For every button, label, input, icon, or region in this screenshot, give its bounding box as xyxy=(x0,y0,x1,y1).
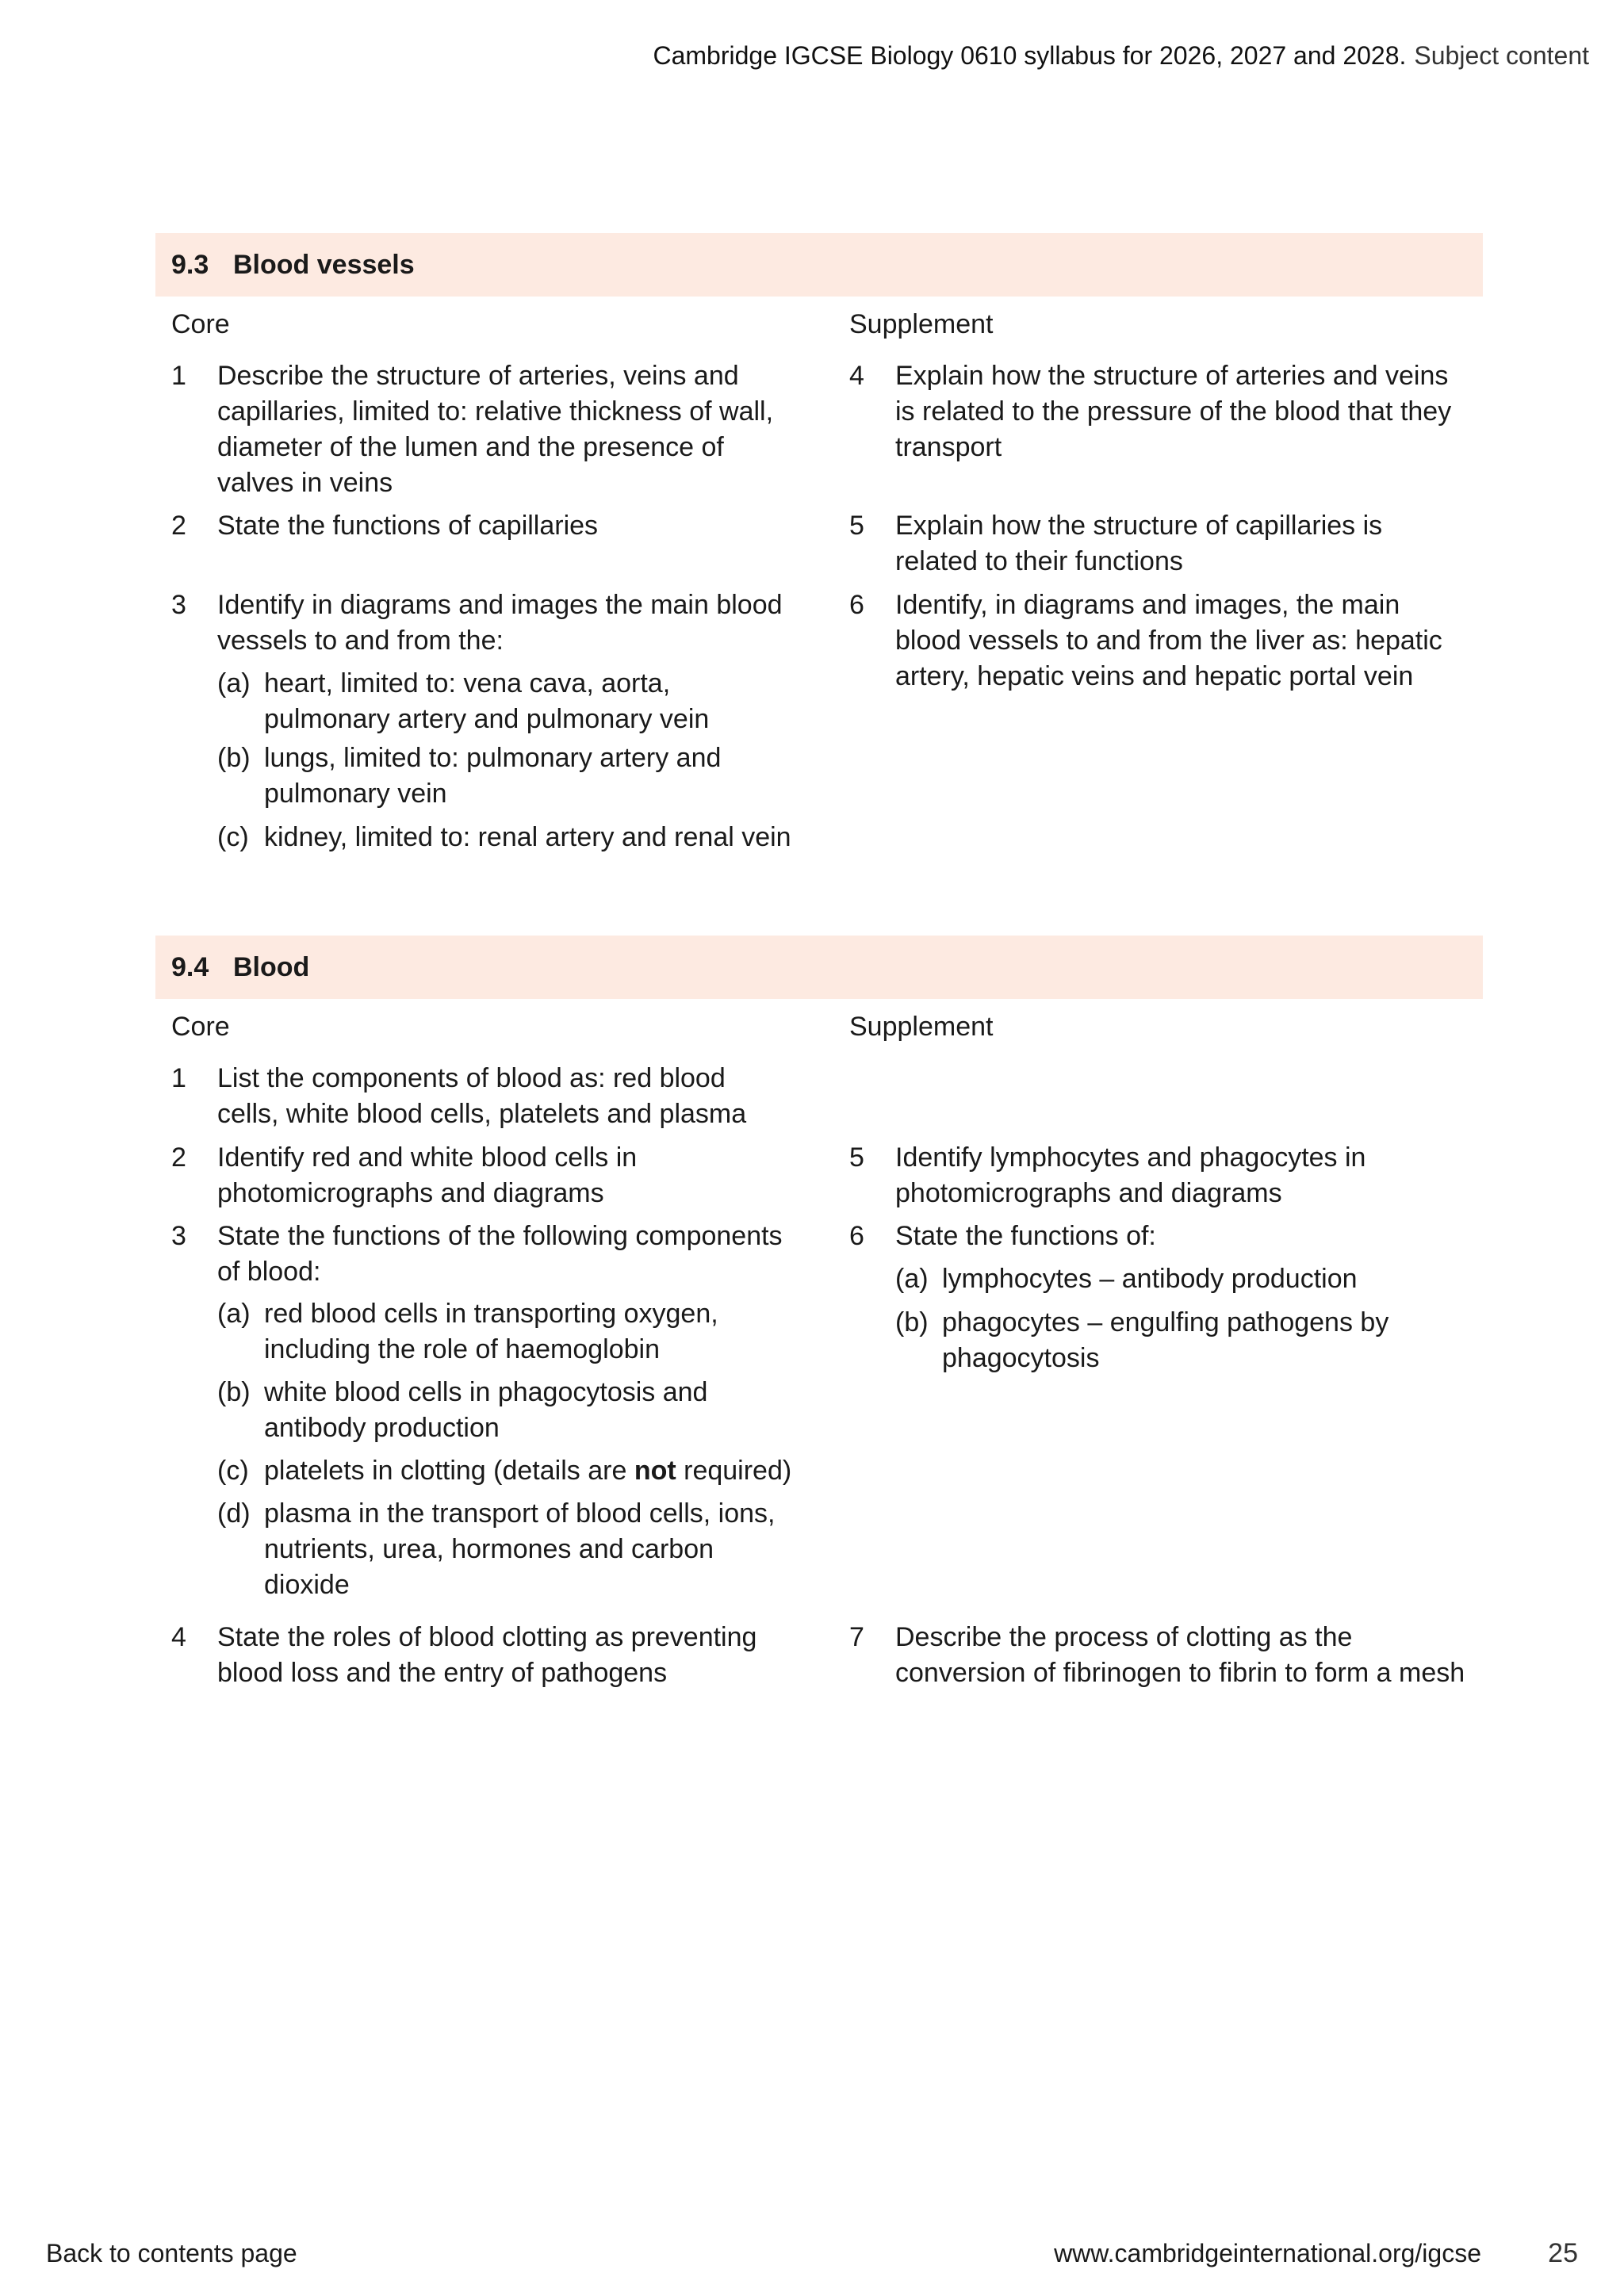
item-number: 3 xyxy=(171,1221,186,1251)
item-number: 7 xyxy=(849,1622,864,1652)
item-number: 4 xyxy=(171,1622,186,1652)
item-text-line: cells, white blood cells, platelets and plasma xyxy=(217,1099,747,1129)
item-number: 6 xyxy=(849,590,864,620)
item-text-line: State the functions of the following components xyxy=(217,1221,783,1251)
item-text-line: blood loss and the entry of pathogens xyxy=(217,1658,668,1688)
document-title: Cambridge IGCSE Biology 0610 syllabus for 2026, 2027 and 2028. xyxy=(653,41,1407,70)
subitem-text-line: antibody production xyxy=(264,1413,500,1443)
item-text-line: Explain how the structure of arteries and veins xyxy=(895,361,1449,391)
subitem-text-line: dioxide xyxy=(264,1570,350,1600)
section-title: Blood vessels xyxy=(233,249,415,280)
item-text-line: Identify lymphocytes and phagocytes in xyxy=(895,1142,1366,1173)
item-text-line: Describe the structure of arteries, veins and xyxy=(217,361,739,391)
item-text-line: blood vessels to and from the liver as: hepatic xyxy=(895,626,1442,656)
subitem-label: (c) xyxy=(217,1456,249,1486)
subitem-text-line: heart, limited to: vena cava, aorta, xyxy=(264,668,671,698)
item-number: 5 xyxy=(849,1142,864,1173)
subitem-text-line: white blood cells in phagocytosis and xyxy=(264,1377,708,1407)
item-text-line: capillaries, limited to: relative thickness of wall, xyxy=(217,396,774,427)
subitem-label: (b) xyxy=(217,743,251,773)
item-number: 4 xyxy=(849,361,864,391)
item-text-line: Identify, in diagrams and images, the main xyxy=(895,590,1400,620)
item-text-line: List the components of blood as: red blood xyxy=(217,1063,726,1093)
item-text-line: conversion of fibrinogen to fibrin to form a mesh xyxy=(895,1658,1465,1688)
subitem-label: (a) xyxy=(895,1264,929,1294)
emphasis-text: not xyxy=(634,1456,676,1486)
subitem-label: (b) xyxy=(895,1307,929,1337)
subitem-text-line: including the role of haemoglobin xyxy=(264,1334,661,1364)
item-text-line: State the functions of: xyxy=(895,1221,1156,1251)
item-text-line: photomicrographs and diagrams xyxy=(217,1178,604,1208)
item-text-line: Explain how the structure of capillaries is xyxy=(895,511,1383,541)
supplement-label: Supplement xyxy=(849,1012,994,1042)
item-text-line: State the roles of blood clotting as preventing xyxy=(217,1622,757,1652)
subitem-text-line: pulmonary artery and pulmonary vein xyxy=(264,704,710,734)
item-number: 3 xyxy=(171,590,186,620)
item-text-line: diameter of the lumen and the presence of xyxy=(217,432,724,462)
section-number: 9.3 xyxy=(171,249,209,280)
subitem-label: (a) xyxy=(217,1299,251,1329)
item-text-line: photomicrographs and diagrams xyxy=(895,1178,1282,1208)
subitem-label: (b) xyxy=(217,1377,251,1407)
supplement-label: Supplement xyxy=(849,309,994,339)
item-number: 2 xyxy=(171,1142,186,1173)
subitem-text-line: pulmonary vein xyxy=(264,779,447,809)
item-text-line: valves in veins xyxy=(217,468,393,498)
section-number: 9.4 xyxy=(171,951,209,982)
item-text-line: Describe the process of clotting as the xyxy=(895,1622,1353,1652)
subitem-text-line: kidney, limited to: renal artery and renal vein xyxy=(264,822,791,852)
core-label: Core xyxy=(171,309,230,339)
subitem-text-line: nutrients, urea, hormones and carbon xyxy=(264,1534,714,1564)
website-link[interactable]: www.cambridgeinternational.org/igcse xyxy=(1054,2239,1481,2267)
item-number: 5 xyxy=(849,511,864,541)
subitem-label: (a) xyxy=(217,668,251,698)
subitem-text-line: lymphocytes – antibody production xyxy=(942,1264,1358,1294)
running-header xyxy=(653,40,1589,71)
subitem-label: (d) xyxy=(217,1498,251,1529)
section-heading xyxy=(155,233,1483,297)
subitem-text-line: phagocytes – engulfing pathogens by xyxy=(942,1307,1389,1337)
core-label: Core xyxy=(171,1012,230,1042)
section-heading xyxy=(155,936,1483,999)
section-blood-vessels xyxy=(155,233,1483,883)
item-number: 1 xyxy=(171,1063,186,1093)
item-text-line: State the functions of capillaries xyxy=(217,511,599,541)
item-number: 2 xyxy=(171,511,186,541)
subitem-text: platelets in clotting (details are xyxy=(264,1456,634,1486)
section-blood xyxy=(155,936,1483,1712)
item-text-line: is related to the pressure of the blood that they xyxy=(895,396,1452,427)
subitem-label: (c) xyxy=(217,822,249,852)
subitem-text: required) xyxy=(676,1456,792,1486)
item-number: 1 xyxy=(171,361,186,391)
subitem-text-line: plasma in the transport of blood cells, ions, xyxy=(264,1498,776,1529)
item-text-line: transport xyxy=(895,432,1002,462)
subitem-text-line: phagocytosis xyxy=(942,1343,1100,1373)
item-text-line: related to their functions xyxy=(895,546,1183,576)
item-text-line: vessels to and from the: xyxy=(217,626,504,656)
item-text-line: artery, hepatic veins and hepatic portal vein xyxy=(895,661,1414,691)
item-text-line: of blood: xyxy=(217,1257,321,1287)
item-text-line: Identify in diagrams and images the main blood xyxy=(217,590,783,620)
item-number: 6 xyxy=(849,1221,864,1251)
subitem-text-line: lungs, limited to: pulmonary artery and xyxy=(264,743,722,773)
section-title: Blood xyxy=(233,951,310,982)
back-to-contents-link[interactable]: Back to contents page xyxy=(46,2239,297,2267)
page-number: 25 xyxy=(1548,2238,1578,2268)
item-text-line: Identify red and white blood cells in xyxy=(217,1142,638,1173)
subitem-text-line: red blood cells in transporting oxygen, xyxy=(264,1299,718,1329)
section-name: Subject content xyxy=(1414,41,1589,70)
